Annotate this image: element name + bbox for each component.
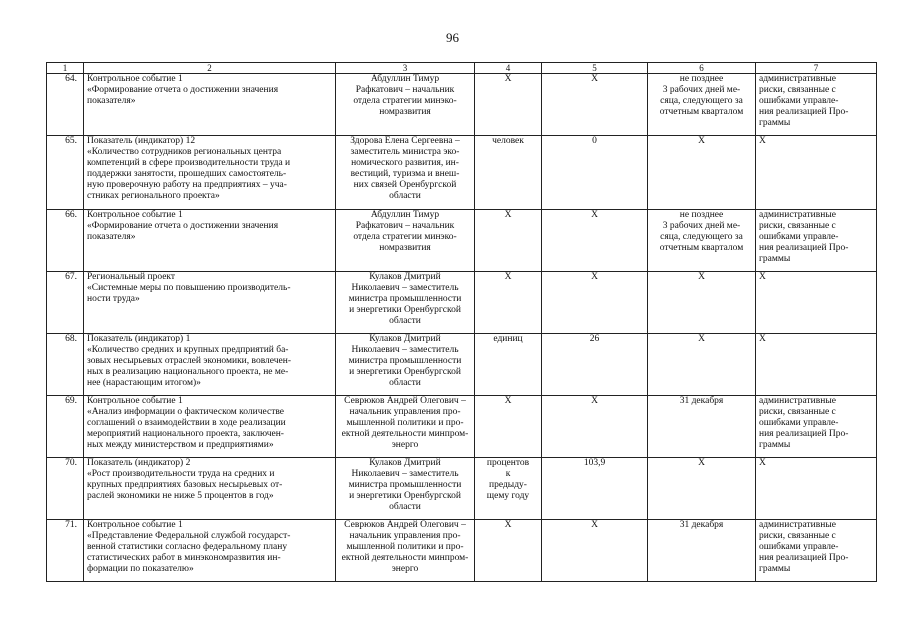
cell-text-line: и энергетики Оренбургской [349,491,461,501]
unit-cell [475,74,542,136]
cell-text-line: Х [504,272,512,282]
cell-text-line: показателя» [87,232,136,242]
cell-text-line: венной статистики согласно федеральному плану [87,542,288,552]
cell-text-line: человек [492,136,524,146]
unit-cell [475,520,542,582]
cell-text-line: «Рост производительности труда на средних и [87,469,275,479]
cell-text-line: области [389,316,421,326]
column-number-row [47,63,877,74]
cell-text-line: нее (нарастающим итогом)» [87,378,201,388]
cell-text-line: Х [591,396,598,406]
column-number: 1 [47,63,84,74]
item-description-cell [84,396,336,458]
cell-text-line: не позднее [679,210,724,220]
row-number-cell: 64. [47,74,84,136]
cell-text-line: граммы [759,254,791,264]
cell-text-line: 31 декабря [679,520,724,530]
responsible-cell [336,272,475,334]
cell-text-line: министра промышленности [348,356,462,366]
cell-text-line: Х [591,272,598,282]
cell-text-line: ния реализацией Про- [759,107,849,117]
cell-text-line: граммы [759,118,791,128]
cell-text-line: предыду- [489,480,527,490]
cell-text-line: ошибками управле- [759,542,839,552]
cell-text-line: не позднее [679,74,724,84]
cell-text-line: Х [759,458,766,468]
risk-cell [756,458,877,520]
risk-cell [756,210,877,272]
cell-text-line: Х [698,334,705,344]
cell-text-line: ную проверочную работу на предприятиях – уча- [87,180,287,190]
cell-text-line: административные [759,210,836,220]
value-cell [542,334,648,396]
cell-text-line: Николаевич – заместитель [351,283,459,293]
cell-text-line: Х [504,210,512,220]
cell-text-line: ности труда» [87,294,140,304]
unit-cell [475,136,542,210]
cell-text-line: административные [759,520,836,530]
item-description-cell [84,520,336,582]
cell-text-line: граммы [759,440,791,450]
table-row [47,74,877,136]
cell-text-line: сяца, следующего за [660,232,743,242]
cell-text-line: заместитель министра эко- [350,147,460,157]
cell-text-line: мероприятий национального проекта, заключен- [87,429,284,439]
table-row [47,210,877,272]
cell-text-line: 3 рабочих дней ме- [662,221,741,231]
risk-cell [756,272,877,334]
cell-text-line: ектной деятельности минпром- [341,429,469,439]
cell-text-line: «Формирование отчета о достижении значения [87,85,279,95]
page-number: 96 [446,30,459,45]
cell-text-line: «Количество средних и крупных предприятий ба- [87,345,289,355]
cell-text-line: показателя» [87,96,136,106]
cell-text-line: Х [759,334,766,344]
cell-text-line: Х [591,210,598,220]
cell-text-line: отчетным кварталом [659,243,744,253]
cell-text-line: поддержки занятости, прошедших самостоятель- [87,169,287,179]
cell-text-line: Показатель (индикатор) 12 [87,136,196,146]
deadline-cell [648,210,756,272]
cell-text-line: Х [504,520,512,530]
cell-text-line: «Количество сотрудников региональных центра [87,147,282,157]
cell-text-line: формации по показателю» [87,564,194,574]
responsible-cell [336,396,475,458]
risk-cell [756,334,877,396]
deadline-cell [648,272,756,334]
row-number-cell: 65. [47,136,84,210]
cell-text-line: Х [504,396,512,406]
cell-text-line: Рафкатович – начальник [355,221,455,231]
cell-text-line: Контрольное событие 1 [87,396,183,406]
cell-text-line: ния реализацией Про- [759,243,849,253]
row-number-cell: 69. [47,396,84,458]
cell-text-line: Абдуллин Тимур [370,210,440,220]
item-description-cell [84,458,336,520]
item-description-cell [84,136,336,210]
cell-text-line: области [389,378,421,388]
cell-text-line: Рафкатович – начальник [355,85,455,95]
table-row [47,334,877,396]
responsible-cell [336,210,475,272]
cell-text-line: Х [591,520,598,530]
cell-text-line: риски, связанные с [759,221,836,231]
cell-text-line: Здорова Елена Сергеевна – [350,136,460,146]
cell-text-line: Кулаков Дмитрий [369,334,441,344]
risk-cell [756,74,877,136]
cell-text-line: «Анализ информации о фактическом количестве [87,407,285,417]
cell-text-line: сяца, следующего за [660,96,743,106]
cell-text-line: раслей экономики не ниже 5 процентов в год» [87,491,274,501]
cell-text-line: зовых несырьевых отраслей экономики, вовлечен- [87,356,292,366]
cell-text-line: компетенций в сфере производительности труда и [87,158,291,168]
item-description-cell [84,210,336,272]
cell-text-line: 26 [589,334,600,344]
cell-text-line: Севрюков Андрей Олегович – [344,520,466,530]
table-row [47,272,877,334]
deadline-cell [648,520,756,582]
unit-cell [475,458,542,520]
unit-cell [475,396,542,458]
cell-text-line: начальник управления про- [349,407,461,417]
column-number: 4 [475,63,542,74]
cell-text-line: риски, связанные с [759,407,836,417]
table-row [47,396,877,458]
cell-text-line: Николаевич – заместитель [351,469,459,479]
cell-text-line: «Формирование отчета о достижении значения [87,221,279,231]
cell-text-line: области [389,191,421,201]
unit-cell [475,272,542,334]
column-number: 2 [84,63,336,74]
cell-text-line: «Представление Федеральной службой государст- [87,531,291,541]
cell-text-line: отчетным кварталом [659,107,744,117]
cell-text-line: Х [759,136,766,146]
column-number: 7 [756,63,877,74]
value-cell [542,396,648,458]
cell-text-line: Контрольное событие 1 [87,74,183,84]
cell-text-line: Х [698,136,705,146]
cell-text-line: Кулаков Дмитрий [369,458,441,468]
responsible-cell [336,520,475,582]
value-cell [542,272,648,334]
value-cell [542,74,648,136]
cell-text-line: мышленной политики и про- [346,418,464,428]
cell-text-line: энерго [391,564,419,574]
cell-text-line: риски, связанные с [759,85,836,95]
deadline-cell [648,458,756,520]
cell-text-line: Абдуллин Тимур [370,74,440,84]
column-number: 3 [336,63,475,74]
cell-text-line: стниках регионального проекта» [87,191,220,201]
cell-text-line: отдела стратегии минэко- [353,96,457,106]
deadline-cell [648,396,756,458]
value-cell [542,136,648,210]
risk-cell [756,520,877,582]
cell-text-line: Контрольное событие 1 [87,210,183,220]
cell-text-line: 31 декабря [679,396,724,406]
cell-text-line: и энергетики Оренбургской [349,305,461,315]
cell-text-line: Кулаков Дмитрий [369,272,441,282]
risk-cell [756,396,877,458]
cell-text-line: ошибками управле- [759,96,839,106]
responsible-cell [336,458,475,520]
cell-text-line: административные [759,74,836,84]
row-number-cell: 71. [47,520,84,582]
cell-text-line: начальник управления про- [349,531,461,541]
cell-text-line: ных в реализацию национального проекта, не ме- [87,367,289,377]
cell-text-line: «Системные меры по повышению производитель- [87,283,291,293]
cell-text-line: административные [759,396,836,406]
cell-text-line: и энергетики Оренбургской [349,367,461,377]
cell-text-line: щему году [486,491,530,501]
responsible-cell [336,334,475,396]
row-number-cell: 68. [47,334,84,396]
item-description-cell [84,334,336,396]
cell-text-line: ектной деятельности минпром- [341,553,469,563]
value-cell [542,458,648,520]
column-number: 5 [542,63,648,74]
cell-text-line: номразвития [379,107,431,117]
cell-text-line: вестиций, туризма и внеш- [350,169,460,179]
cell-text-line: статистических работ в минэкономразвития ин- [87,553,281,563]
column-number: 6 [648,63,756,74]
table-row [47,136,877,210]
cell-text-line: министра промышленности [348,480,462,490]
cell-text-line: Николаевич – заместитель [351,345,459,355]
cell-text-line: ния реализацией Про- [759,429,849,439]
cell-text-line: Х [591,74,598,84]
cell-text-line: энерго [391,440,419,450]
cell-text-line: единиц [493,334,523,344]
item-description-cell [84,74,336,136]
responsible-cell [336,74,475,136]
table-row [47,520,877,582]
deadline-cell [648,74,756,136]
cell-text-line: риски, связанные с [759,531,836,541]
table-row [47,458,877,520]
item-description-cell [84,272,336,334]
row-number-cell: 67. [47,272,84,334]
cell-text-line: Показатель (индикатор) 2 [87,458,191,468]
deadline-cell [648,334,756,396]
cell-text-line: процентов [486,458,530,468]
cell-text-line: к [505,469,511,479]
deadline-cell [648,136,756,210]
cell-text-line: Х [504,74,512,84]
responsible-cell [336,136,475,210]
cell-text-line: номического развития, ин- [351,158,459,168]
row-number-cell: 70. [47,458,84,520]
cell-text-line: них связей Оренбургской [353,180,457,190]
unit-cell [475,210,542,272]
cell-text-line: министра промышленности [348,294,462,304]
row-number-cell: 66. [47,210,84,272]
cell-text-line: Х [759,272,766,282]
cell-text-line: Региональный проект [87,272,176,282]
cell-text-line: области [389,502,421,512]
cell-text-line: ния реализацией Про- [759,553,849,563]
risk-cell [756,136,877,210]
cell-text-line: ошибками управле- [759,232,839,242]
value-cell [542,520,648,582]
cell-text-line: Севрюков Андрей Олегович – [344,396,466,406]
cell-text-line: соглашений о взаимодействии в ходе реализации [87,418,286,428]
cell-text-line: 0 [592,136,597,146]
cell-text-line: граммы [759,564,791,574]
cell-text-line: крупных предприятиях базовых несырьевых от- [87,480,283,490]
program-table [46,62,877,582]
cell-text-line: 3 рабочих дней ме- [662,85,741,95]
cell-text-line: Показатель (индикатор) 1 [87,334,191,344]
unit-cell [475,334,542,396]
cell-text-line: номразвития [379,243,431,253]
value-cell [542,210,648,272]
cell-text-line: Контрольное событие 1 [87,520,183,530]
cell-text-line: отдела стратегии минэко- [353,232,457,242]
cell-text-line: мышленной политики и про- [346,542,464,552]
cell-text-line: ных между министерством и предприятиями» [87,440,274,450]
cell-text-line: 103,9 [583,458,606,468]
cell-text-line: Х [698,458,705,468]
cell-text-line: Х [698,272,705,282]
cell-text-line: ошибками управле- [759,418,839,428]
